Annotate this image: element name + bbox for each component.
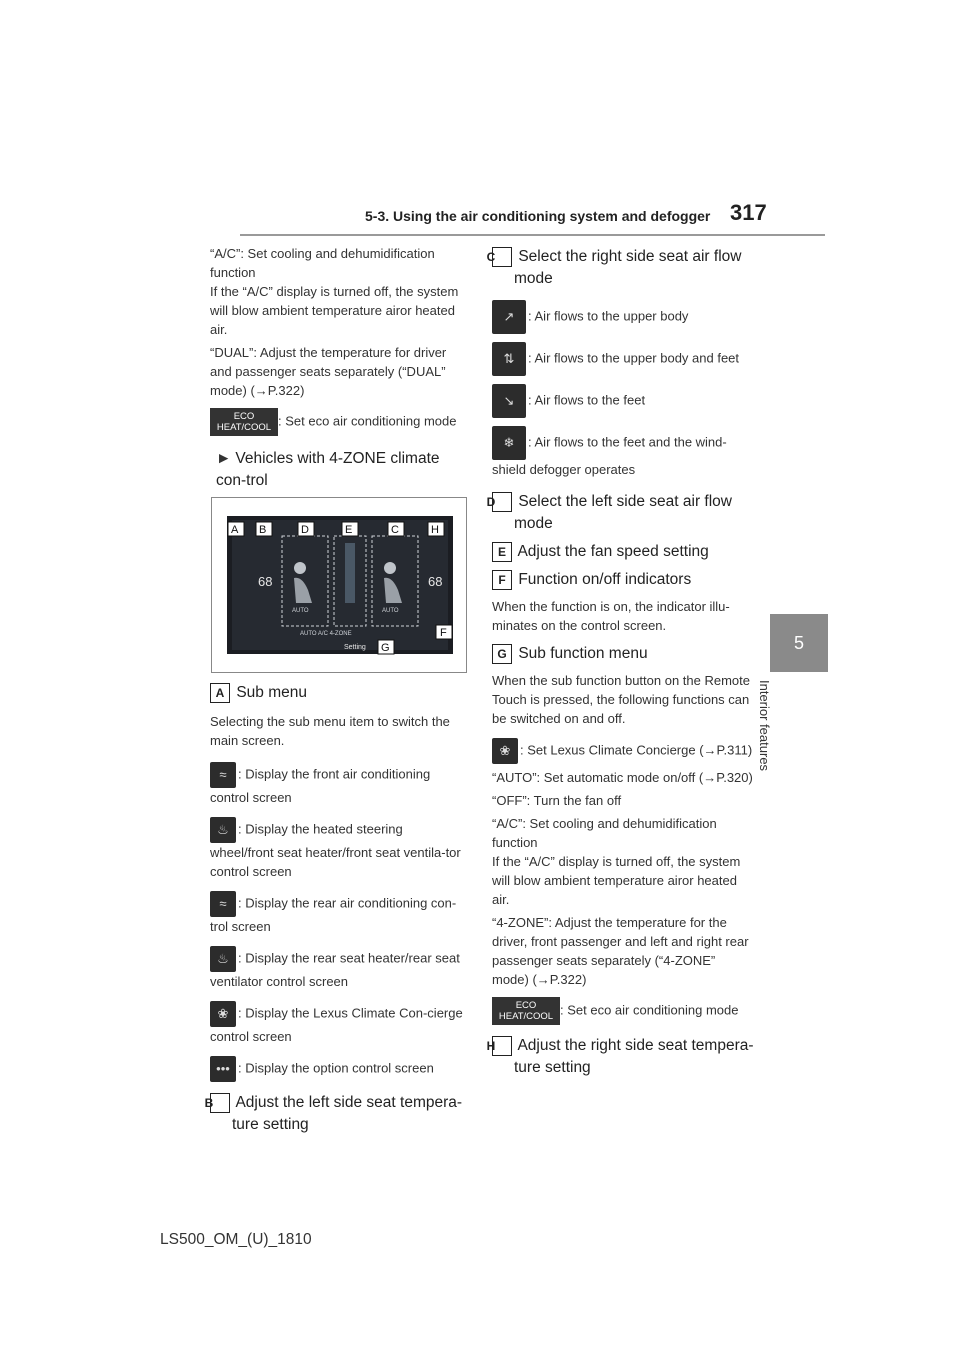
climate-concierge-icon: ❀ [210, 1001, 236, 1027]
g-ac-note: If the “A/C” display is turned off, the system will blow ambient temperature airor heated air. [492, 854, 741, 907]
right-column [486, 246, 754, 1079]
ac-label: “A/C”: Set cooling and dehumidification function [210, 246, 435, 280]
g-concierge[interactable]: ❀ : Set Lexus Climate Concierge (→P.311) [492, 738, 754, 764]
seat-heater-icon: ♨ [210, 817, 236, 843]
chapter-label: Interior features [757, 680, 772, 772]
item-b-title: B Adjust the left side seat tempera-ture setting [204, 1094, 463, 1133]
airflow-upper-body-icon: ↗ [492, 300, 526, 334]
callout-d: D [492, 492, 512, 512]
callout-h: H [492, 1036, 512, 1056]
callout-a: A [210, 683, 230, 703]
triangle-bullet-icon: ► [216, 450, 232, 467]
screen-auto-left: AUTO [292, 608, 309, 614]
screen-label-a: A [231, 524, 239, 536]
screen-label-h: H [431, 524, 439, 536]
g-off: “OFF”: Turn the fan off [492, 793, 622, 808]
airflow-feet-icon: ↘ [492, 384, 526, 418]
screen-label-g: G [381, 642, 390, 654]
g-eco-row[interactable]: ECO HEAT/COOL : Set eco air conditioning mode [492, 997, 754, 1025]
screen-bottom-bar: AUTO A/C 4-ZONE [300, 631, 352, 637]
item-f-title: F Function on/off indicators [492, 569, 754, 591]
screen-temp-right: 68 [428, 574, 443, 589]
airflow-feet[interactable]: ↘ : Air flows to the feet [492, 384, 754, 418]
item-h-title: H Adjust the right side seat tempera-ture setting [486, 1037, 754, 1076]
left-column [210, 244, 468, 492]
screen-label-b: B [259, 524, 267, 536]
eco-row: ECO HEAT/COOL : Set eco air conditioning mode [210, 408, 468, 436]
dual-label: “DUAL”: Adjust the temperature for driver and passenger seats separately (“DUAL” mode) (→P.322) [210, 345, 447, 398]
item-f-desc: When the function is on, the indicator illu-minates on the control screen. [492, 599, 730, 633]
airflow-upper[interactable]: ↗ : Air flows to the upper body [492, 300, 754, 334]
eco-heat-cool-icon: ECO HEAT/COOL [492, 997, 560, 1025]
sub-menu-option[interactable]: ••• : Display the option control screen [210, 1056, 468, 1082]
eco-heat-cool-icon: ECO HEAT/COOL [210, 408, 278, 436]
item-a-desc: Selecting the sub menu item to switch the main screen. [210, 714, 450, 748]
four-zone-heading: ► Vehicles with 4-ZONE climate con-trol [216, 450, 440, 489]
sub-menu-rear-seat[interactable]: ♨ : Display the rear seat heater/rear seat ventilator control screen [210, 946, 468, 991]
screen-label-c: C [391, 524, 399, 536]
callout-f: F [492, 570, 512, 590]
section-title: 5-3. Using the air conditioning system and defogger [365, 208, 711, 224]
callout-c: C [492, 247, 512, 267]
screen-auto-right: AUTO [382, 608, 399, 614]
screen-label-e: E [345, 524, 353, 536]
airflow-upper-feet-icon: ⇅ [492, 342, 526, 376]
climate-screen-illustration [211, 497, 467, 673]
sub-menu-seat-heater[interactable]: ♨ : Display the heated steering wheel/front seat heater/front seat ventila-tor control screen [210, 817, 468, 881]
item-g-desc: When the sub function button on the Remote Touch is pressed, the following functions can be switched on and off. [492, 673, 751, 726]
g-auto: “AUTO”: Set automatic mode on/off (→P.320) [492, 770, 753, 785]
front-ac-icon: ≈ [210, 762, 236, 788]
ac-note: If the “A/C” display is turned off, the system will blow ambient temperature airor heated air. [210, 284, 459, 337]
airflow-upper-feet[interactable]: ⇅ : Air flows to the upper body and feet [492, 342, 754, 376]
airflow-feet-defog[interactable]: ❄ : Air flows to the feet and the wind-shield defogger operates [492, 426, 754, 479]
screen-temp-left: 68 [258, 574, 273, 589]
item-d-title: D Select the left side seat air flow mode [486, 493, 732, 532]
item-a-title: A Sub menu [210, 682, 468, 704]
item-e-title: E Adjust the fan speed setting [492, 541, 754, 563]
sub-menu-front-ac[interactable]: ≈ : Display the front air conditioning control screen [210, 762, 468, 807]
item-g-title: G Sub function menu [492, 643, 754, 665]
screen-label-d: D [301, 524, 309, 536]
sub-menu-concierge[interactable]: ❀ : Display the Lexus Climate Con-cierge control screen [210, 1001, 468, 1046]
header-rule [240, 234, 825, 236]
rear-seat-heater-icon: ♨ [210, 946, 236, 972]
airflow-feet-defogger-icon: ❄ [492, 426, 526, 460]
page-number: 317 [730, 200, 767, 225]
callout-g: G [492, 644, 512, 664]
callout-b: B [210, 1093, 230, 1113]
left-column-lower [204, 682, 468, 1136]
screen-setting: Setting [344, 644, 366, 651]
screen-label-f: F [440, 627, 447, 639]
chapter-tab[interactable]: 5 [770, 614, 828, 672]
sub-menu-rear-ac[interactable]: ≈ : Display the rear air conditioning con-trol screen [210, 891, 468, 936]
document-code: LS500_OM_(U)_1810 [160, 1231, 312, 1248]
item-c-title: C Select the right side seat air flow mode [486, 248, 742, 287]
climate-concierge-icon: ❀ [492, 738, 518, 764]
more-options-icon: ••• [210, 1056, 236, 1082]
g-ac: “A/C”: Set cooling and dehumidification function [492, 816, 717, 850]
callout-e: E [492, 542, 512, 562]
g-4zone: “4-ZONE”: Adjust the temperature for the driver, front passenger and left and right rear passenger seats separately (“4-ZONE” mode) (→P.322) [492, 915, 749, 987]
rear-ac-icon: ≈ [210, 891, 236, 917]
